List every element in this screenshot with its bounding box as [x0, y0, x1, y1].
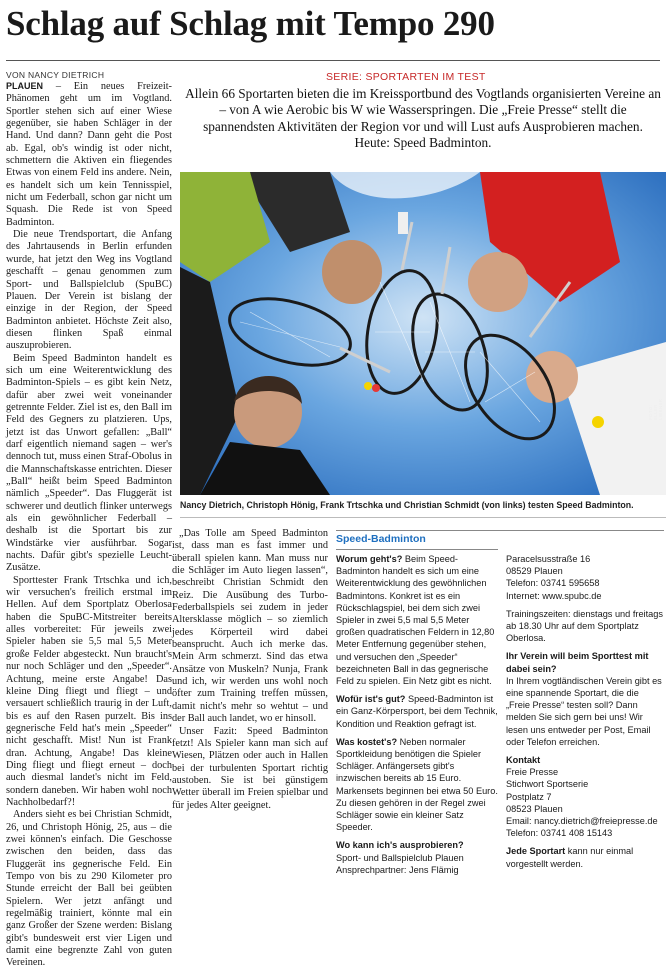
photo-illustration — [180, 172, 666, 495]
contact-line-3: Postplatz 7 — [506, 791, 552, 802]
info-mitmachen: Ihr Verein will beim Sporttest mit dabei sein? In Ihrem vogtländischen Verein gibt es eine spannende Sportart, die die „Freie Presse“ testen soll? Dann melden Sie sich gern bei uns! Wir lesen uns entweder per Post, Email oder Telefon erreichen. — [506, 651, 662, 747]
article-paragraph-7: Unser Fazit: Speed Badminton fetzt! Als Spieler kann man sich auf Wiesen, Plätzen oder auch in Hallen bei der turbulenten Sportart richtig austoben. Sie ist bei günstigem Wetter überall im Freien spielbar und für jedes Alter geeignet. — [172, 725, 328, 811]
contact-title: Kontakt — [506, 755, 541, 766]
article-paragraph-2: Die neue Trendsportart, die Anfang des Jahrtausends in Berlin erfunden wurde, hat jetzt den Weg ins Vogtland geschafft – genau genommen zum Sport- und Ballspielclub (SpuBC) Plauen. Der Verein ist bislang der einzige in der Region, der Speed Badminton anbietet. Höchste Zeit also, diesen flinken Spaß einmal auszuprobieren. — [6, 229, 172, 352]
article-paragraph-6: „Das Tolle am Speed Badminton ist, dass man es fast immer und überall spielen kann. Man muss nur die Schläger im Auto liegen lassen“, beschreibt Christian Schmidt den Reiz. Die Ausübung des Turbo-Federballspiels sei zudem in jeder Altersklasse möglich – so ziemlich jedes Körperteil wird dabei beansprucht. Auch ich merke das. Mein Arm schmerzt. Sind das etwa Ansätze von Muskeln? Nunja, Frank und ich, wir werden uns wohl noch öfter zum Training treffen müssen, damit nicht's mehr so wehtut – und der Ball auch landet, wo er hinsoll. — [172, 528, 328, 725]
contact-phone: Telefon: 03741 408 15143 — [506, 828, 613, 839]
article-paragraph-1: PLAUEN – Ein neues Freizeit-Phänomen geht um im Vogtland. Sportler stehen sich auf einer Wiese gegenüber, sie haben Schläger in der Hand. Und dann? Dann geht die Post ab. Egal, ob's windig ist oder nicht, schmettern die Aktiven ein fliegendes Etwas von einem Feld ins andere. Nein, es handelt sich um kein Tennisspiel, nicht um Federball, schon gar nicht um Squash. Die Rede ist von Speed Badminton. — [6, 81, 172, 228]
series-kicker — [326, 71, 486, 83]
caption-rule — [180, 517, 666, 518]
info-wofuer: Wofür ist's gut? Speed-Badminton ist ein Ganz-Körpersport, bei dem Technik, Kondition und Reaktion gefragt ist. — [336, 694, 498, 729]
training-times: Trainingszeiten: dienstags und freitags ab 18.30 Uhr auf dem Sportplatz Oberlosa. — [506, 608, 663, 644]
address-line-2: 08529 Plauen — [506, 566, 563, 577]
dateline-city: PLAUEN — [6, 81, 44, 91]
photo-caption: Nancy Dietrich, Christoph Hönig, Frank Trtschka und Christian Schmidt (von links) testen Speed Badminton. — [180, 500, 634, 510]
kicker-label: SERIE: — [326, 71, 363, 83]
photo-credit: FOTO: ELLEN LIEBNER — [648, 398, 663, 420]
infobox-column-left — [336, 553, 498, 886]
infobox-title-rule — [336, 549, 498, 550]
article-paragraph-4: Sporttester Frank Trtschka und ich, wir versuchen's freilich erstmal im Hellen. Auf dem Sportplatz Oberlosa haben die SpuBC-Mitstreiter bereits alles vorbereitet: Für jeweils zwei Spieler haben sie 5,5 mal 5,5 Meter große Felder abgesteckt. Nun braucht's nur noch Schläger und den „Speeder“. Achtung, meine erste Angabe! Das kleine Ding fliegt und fliegt – und versauert schließlich traurig in der Luft, bis es auf den Rasen purzelt. Bis ins gegnerische Feld hat's mein „Speeder“ nicht geschafft. Mist! Nun ist Frank dran. Achtung, Angabe! Das kleine Ding fliegt und fliegt erneut – doch auch diesmal landet's nicht im Feld, sondern daneben. Wir haben wohl noch Nachholbedarf?! — [6, 574, 172, 808]
article-column-left — [6, 80, 172, 969]
info-kosten: Was kostet's? Neben normaler Sportkleidung benötigen die Spieler Schläger. Anfängersets gibt's inzwischen bereits ab 15 Euro. Markensets beginnen bei etwa 50 Euro. Zu diesen gehören in der Regel zwei Schläger sowie ein kleiner Satz Speeder. — [336, 736, 498, 833]
article-paragraph-3: Beim Speed Badminton handelt es sich um eine Weiterentwicklung des Badminton-Spiels – es gibt kein Netz, dafür aber zwei weit voneinander getrennte Felder. Ziel ist es, den Ball im Feld des Gegners zu platzieren. Ups, jetzt ist das Unwort gefallen: „Ball“ darf eigentlich niemand sagen – wer's dennoch tut, muss einen Straf-Obolus in die Mannschaftskasse entrichten. Dieser „Ball“ heißt beim Speed Badminton nämlich „Speeder“. Das Fluggerät ist schwerer und deutlich flinker unterwegs als ein gewöhnlicher Federball – deshalb ist die Sportart bis zur Windstärke vier ausführbar. Sogar nachts. Dafür gibt's spezielle Leucht-Zusätze. — [6, 352, 172, 574]
article-paragraph-5-start: Anders sieht es bei Christian Schmidt, 26, und Christoph Hönig, 25, aus – die zwei können's einfach. Die Geschosse zwischen den beiden, dass das Fluggerät ins gegnerische Feld. Ein Tempo von bis zu 290 Kilometer pro Stunde erreicht der Ball bei geübten Spielern. Wer jetzt anfängt und regelmäßig trainiert, könnte mal ein ganz Großer der Szene werden: Bislang gibt's bundesweit erst vier Ligen und damit eine begrenzte Zahl von guten Vereinen. — [6, 809, 172, 969]
info-ausprobieren: Wo kann ich's ausprobieren? Sport- und Ballspielclub Plauen Ansprechpartner: Jens Flämig — [336, 840, 464, 875]
intro-text: Allein 66 Sportarten bieten die im Kreissportbund des Vogtlands organisierten Vereine an – von A wie Aerobic bis W wie Wasserspringen. Die „Freie Presse“ stellt die spannendsten Aktivitäten der Region vor und will Lust aufs Ausprobieren machen. Heute: Speed Badminton. — [185, 86, 661, 151]
contact-line-2: Stichwort Sportserie — [506, 779, 589, 790]
info-worum: Worum geht's? Beim Speed-Badminton handelt es sich um eine Weiterentwicklung des gewöhnlichen Badmintons. Konkret ist es ein Rückschlagspiel, bei dem sich zwei Spieler in zwei 5,5 mal 5,5 Meter großen quadratischen Feldern in 12,80 Meter Entfernung gegenüber stehen, und versuchen den „Speeder“ bezeichneten Ball in das gegnerische Feld zu spielen. Ein Netz gibt es nicht. — [336, 554, 495, 687]
contact-block — [506, 754, 664, 839]
headline-rule — [6, 60, 660, 61]
byline: VON NANCY DIETRICH — [6, 70, 105, 80]
club-address — [506, 553, 664, 602]
address-line-1: Paracelsusstraße 16 — [506, 554, 591, 564]
infobox-column-right — [506, 553, 664, 886]
infobox-title: Speed-Badminton — [336, 533, 426, 545]
contact-line-4: 08523 Plauen — [506, 803, 563, 814]
contact-email-link[interactable]: Email: nancy.dietrich@freiepresse.de — [506, 816, 658, 827]
headline: Schlag auf Schlag mit Tempo 290 — [6, 4, 495, 43]
contact-line-1: Freie Presse — [506, 767, 559, 778]
kicker-title: SPORTARTEN IM TEST — [365, 71, 486, 83]
article-column-middle — [172, 528, 328, 886]
closing-note: Jede Sportart kann nur einmal vorgestellt werden. — [506, 846, 634, 869]
club-website-link[interactable]: Internet: www.spubc.de — [506, 590, 602, 601]
article-photo — [180, 172, 666, 495]
infobox-top-rule — [336, 530, 664, 531]
address-line-3: Telefon: 03741 595658 — [506, 578, 600, 589]
